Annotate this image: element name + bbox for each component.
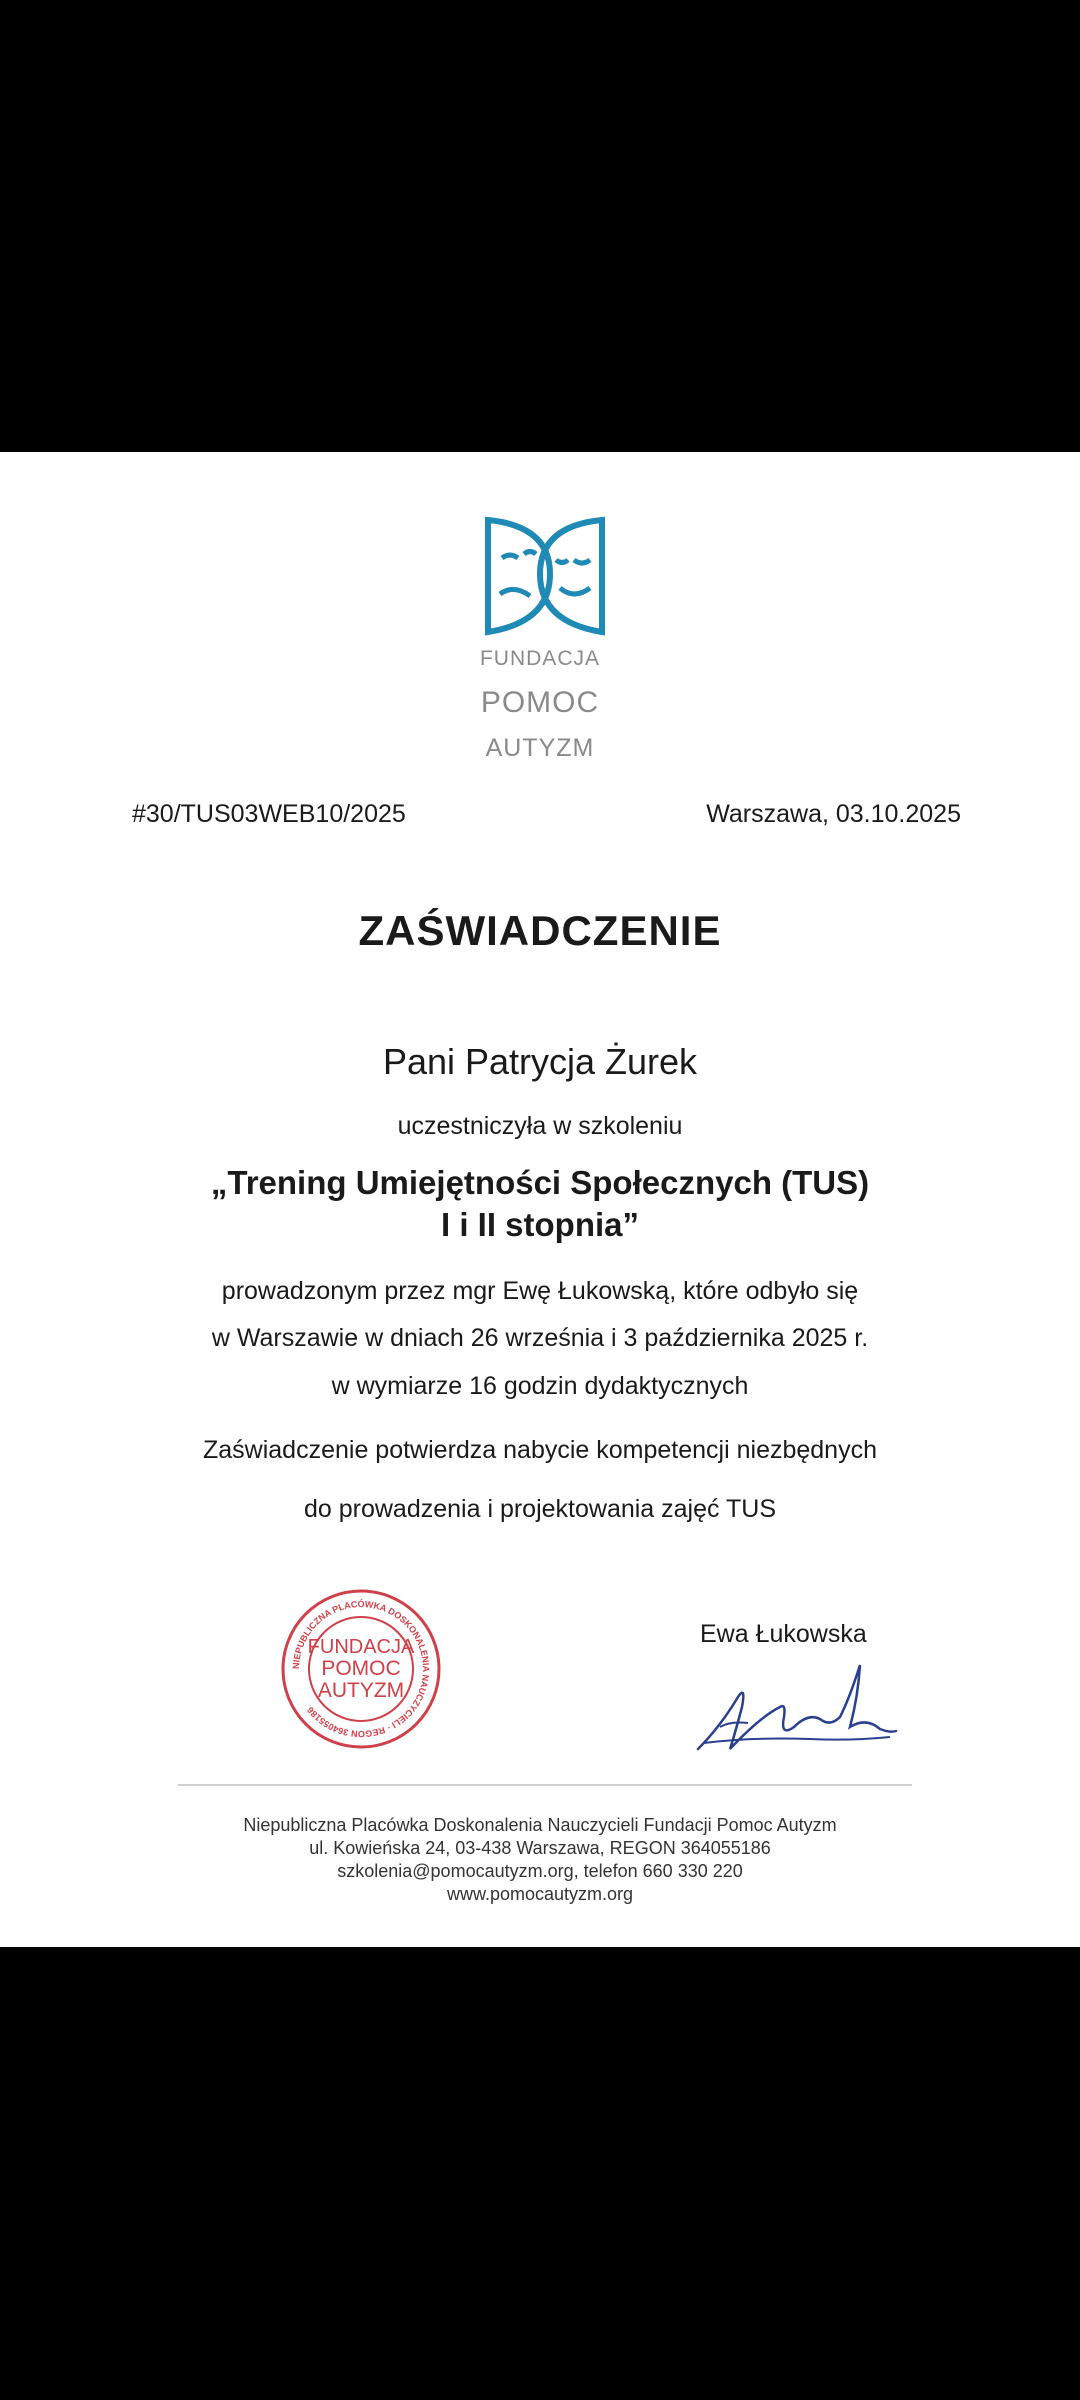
course-title-line2: I i II stopnia” bbox=[440, 1206, 640, 1243]
description-line1: prowadzonym przez mgr Ewę Łukowską, które odbyło się bbox=[221, 1277, 859, 1305]
stamp-line1: FUNDACJA bbox=[307, 1636, 415, 1658]
participation-text: uczestniczyła w szkoleniu bbox=[397, 1112, 683, 1140]
footer-line4: www.pomocautyzm.org bbox=[446, 1884, 634, 1904]
footer-divider bbox=[178, 1784, 912, 1786]
reference-number: #30/TUS03WEB10/2025 bbox=[132, 800, 406, 828]
signer-name: Ewa Łukowska bbox=[700, 1620, 867, 1648]
competence-line2: do prowadzenia i projektowania zajęć TUS bbox=[303, 1495, 777, 1523]
course-title-line1: „Trening Umiejętności Społecznych (TUS) bbox=[210, 1164, 870, 1201]
certificate-document bbox=[0, 452, 1080, 1947]
course-title bbox=[0, 1162, 1080, 1246]
competence-line1: Zaświadczenie potwierdza nabycie kompetencji niezbędnych bbox=[203, 1436, 877, 1464]
footer-line2: ul. Kowieńska 24, 03-438 Warszawa, REGON 364055186 bbox=[309, 1838, 771, 1858]
place-and-date: Warszawa, 03.10.2025 bbox=[706, 800, 961, 828]
foundation-stamp bbox=[279, 1587, 443, 1751]
certificate-title: ZAŚWIADCZENIE bbox=[358, 907, 722, 954]
logo-line-fundacja: FUNDACJA bbox=[479, 647, 600, 670]
stamp-ring-text: NIEPUBLICZNA PLACÓWKA DOSKONALENIA NAUCZYCIELI · REGON 364055186 bbox=[290, 1598, 432, 1740]
stamp-line2: POMOC bbox=[321, 1657, 401, 1680]
footer-line1: Niepubliczna Placówka Doskonalenia Nauczycieli Fundacji Pomoc Autyzm bbox=[243, 1815, 837, 1835]
logo-line-autyzm: AUTYZM bbox=[485, 734, 595, 762]
footer-line3: szkolenia@pomocautyzm.org, telefon 660 330 220 bbox=[337, 1861, 743, 1881]
logo-line-pomoc: POMOC bbox=[480, 686, 600, 719]
handwritten-signature bbox=[690, 1657, 900, 1757]
theater-masks-icon bbox=[480, 514, 610, 638]
description-line3: w wymiarze 16 godzin dydaktycznych bbox=[331, 1372, 749, 1400]
description-line2: w Warszawie w dniach 26 września i 3 października 2025 r. bbox=[211, 1324, 869, 1352]
recipient-name: Pani Patrycja Żurek bbox=[382, 1041, 698, 1082]
stamp-line3: AUTYZM bbox=[317, 1679, 405, 1702]
